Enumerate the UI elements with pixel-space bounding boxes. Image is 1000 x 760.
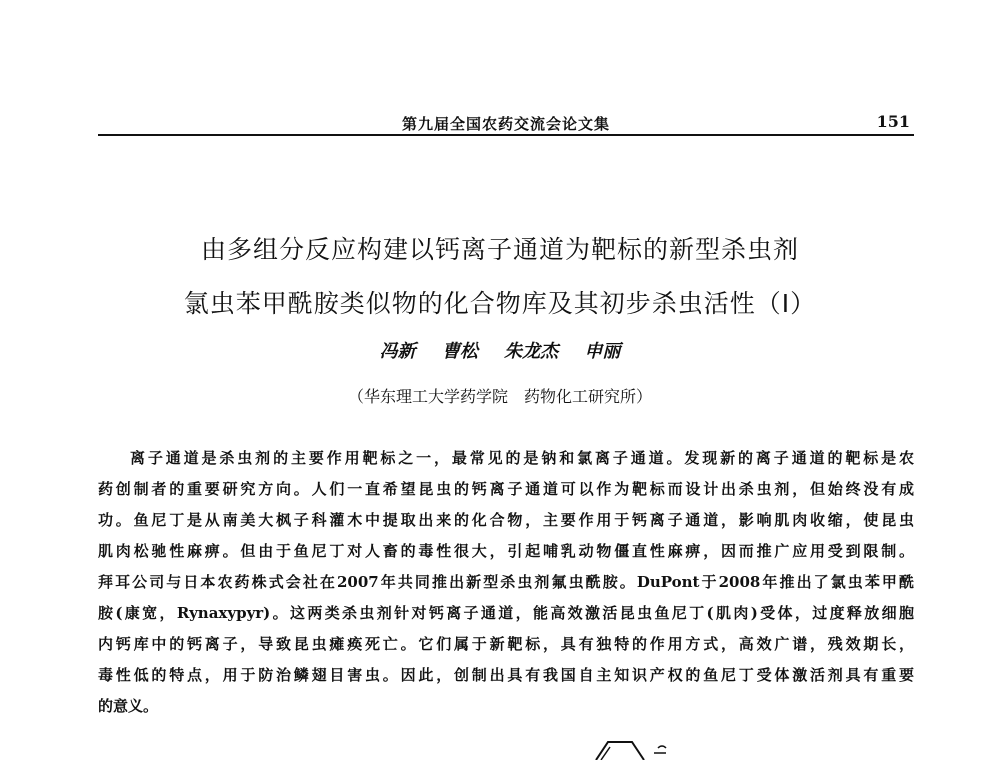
author-name: 冯新 bbox=[379, 341, 416, 362]
journal-title: 第九届全国农药交流会论文集 bbox=[401, 115, 610, 133]
author-list bbox=[0, 337, 1000, 363]
running-header bbox=[98, 104, 914, 136]
abstract-line: 药创制者的重要研究方向。人们一直希望昆虫的钙离子通道可以作为靶标而设计出杀虫剂，但始终没有成 bbox=[98, 480, 914, 498]
abstract-line: 拜耳公司与日本农药株式会社在2007年共同推出新型杀虫剂氟虫酰胺。DuPont于2008年推出了氯虫苯甲酰 bbox=[98, 573, 914, 591]
page-number: 151 bbox=[876, 112, 910, 131]
abstract-line: 毒性低的特点，用于防治鳞翅目害虫。因此，创制出具有我国自主知识产权的鱼尼丁受体激活剂具有重要 bbox=[98, 666, 914, 684]
article-title-line-2: 氯虫苯甲酰胺类似物的化合物库及其初步杀虫活性（I） bbox=[183, 289, 817, 318]
author-name: 曹松 bbox=[441, 341, 478, 362]
abstract-paragraph bbox=[98, 443, 914, 722]
author-name: 申丽 bbox=[584, 341, 621, 362]
abstract-line: 离子通道是杀虫剂的主要作用靶标之一，最常见的是钠和氯离子通道。发现新的离子通道的靶标是农 bbox=[130, 449, 914, 467]
abstract-line: 肌肉松驰性麻痹。但由于鱼尼丁对人畜的毒性很大，引起哺乳动物僵直性麻痹，因而推广应用受到限制。 bbox=[98, 542, 914, 560]
abstract-line: 胺(康宽，Rynaxypyr)。这两类杀虫剂针对钙离子通道，能高效激活昆虫鱼尼丁(肌肉)受体，过度释放细胞 bbox=[98, 604, 914, 622]
chemical-structure-fragment bbox=[588, 736, 678, 760]
abstract-line: 功。鱼尼丁是从南美大枫子科灌木中提取出来的化合物，主要作用于钙离子通道，影响肌肉收缩，使昆虫 bbox=[98, 511, 914, 529]
abstract-line: 的意义。 bbox=[98, 697, 159, 715]
affiliation: （华东理工大学药学院 药物化工研究所） bbox=[347, 387, 652, 406]
author-name: 朱龙杰 bbox=[504, 341, 559, 362]
article-title-line-1: 由多组分反应构建以钙离子通道为靶标的新型杀虫剂 bbox=[200, 235, 799, 264]
abstract-line: 内钙库中的钙离子，导致昆虫瘫痪死亡。它们属于新靶标，具有独特的作用方式，高效广谱，残效期长， bbox=[98, 635, 914, 653]
